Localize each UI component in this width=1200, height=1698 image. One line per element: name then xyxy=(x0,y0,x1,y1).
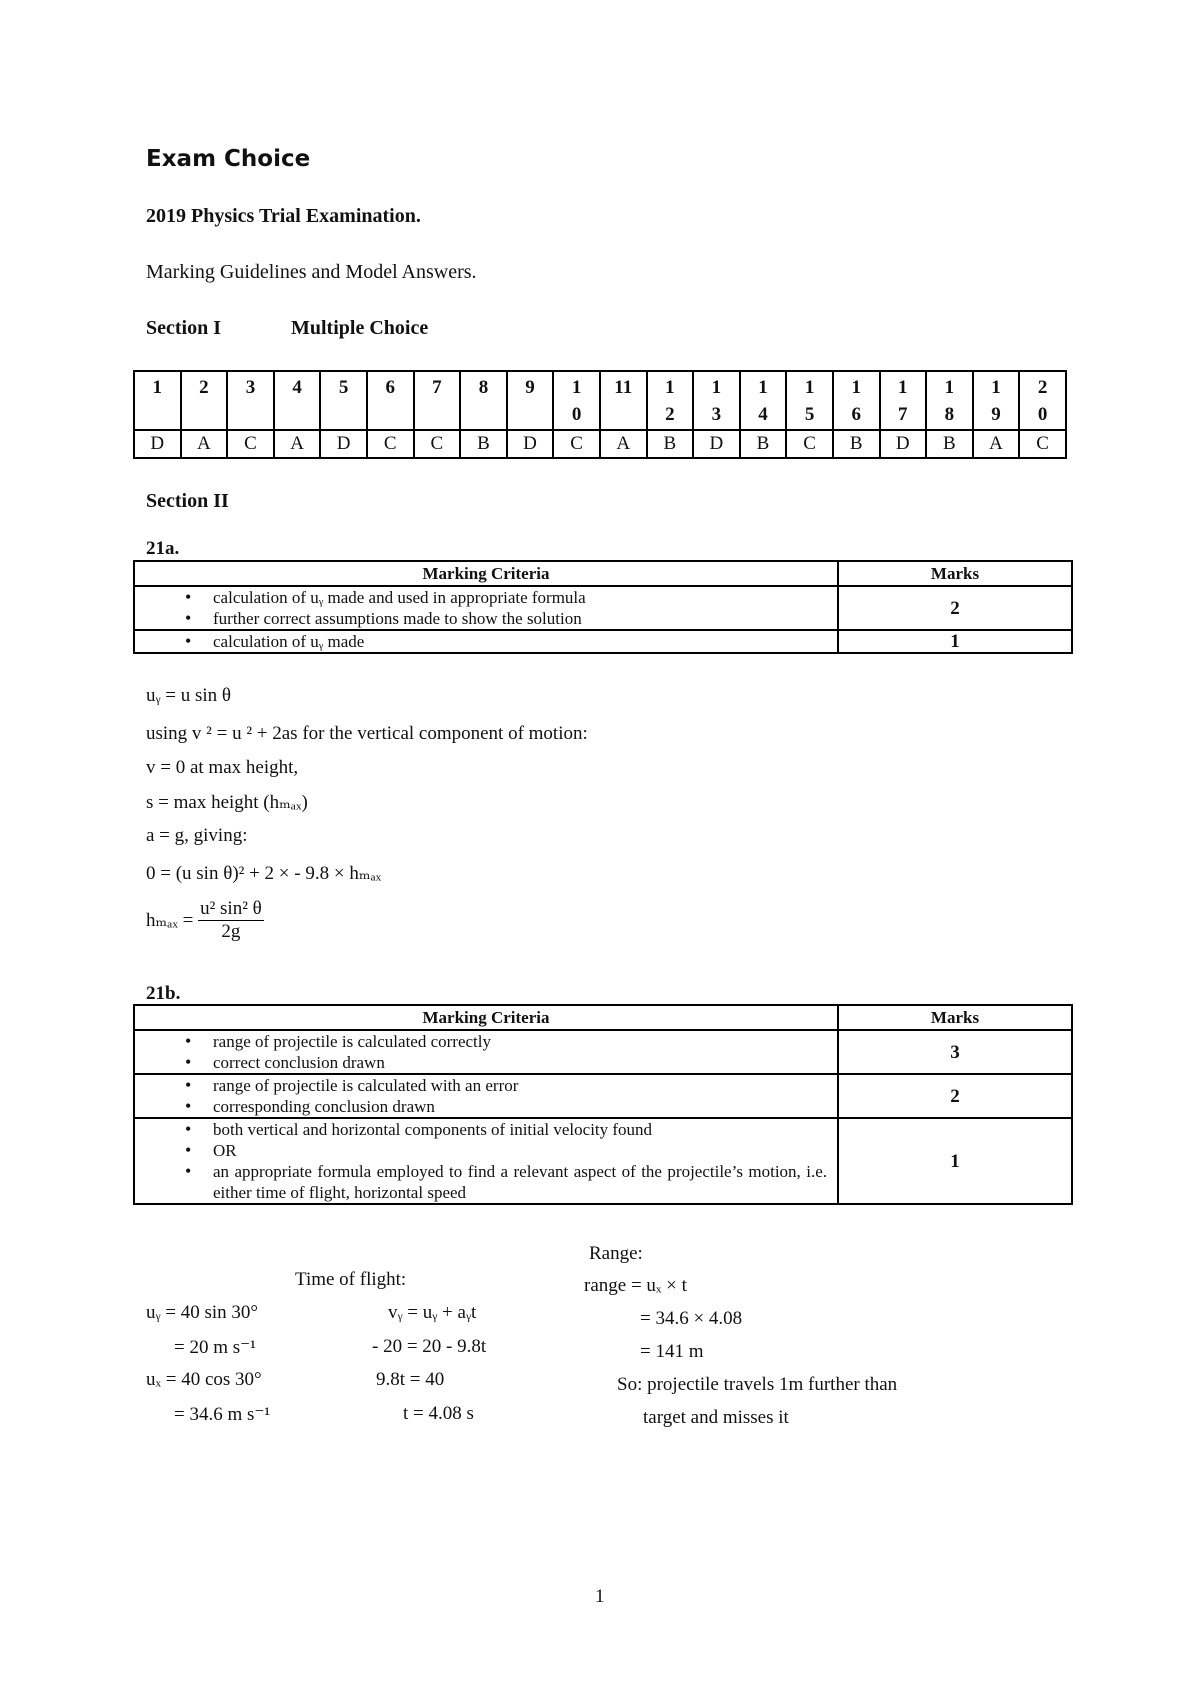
mc-number-digit: 4 xyxy=(292,377,302,398)
mc-answer: B xyxy=(460,430,507,458)
criteria-header: Marking Criteria xyxy=(134,561,838,586)
criteria-list xyxy=(135,1031,837,1073)
mc-answer: B xyxy=(833,430,880,458)
work-21a-line7 xyxy=(146,898,264,943)
mc-question-number xyxy=(1019,371,1066,430)
mc-question-number xyxy=(786,371,833,430)
mc-answer: A xyxy=(600,430,647,458)
mc-answer: C xyxy=(414,430,461,458)
mc-answer: A xyxy=(973,430,1020,458)
mc-number-digit: 9 xyxy=(991,404,1001,425)
mc-question-number xyxy=(647,371,694,430)
mc-number-digit: 1 xyxy=(991,377,1001,398)
criteria-cell xyxy=(134,1030,838,1074)
mc-number-digit: 1 xyxy=(758,377,768,398)
mc-question-number xyxy=(553,371,600,430)
mc-number-digit: 1 xyxy=(804,377,815,398)
criteria-list xyxy=(135,1119,837,1203)
criteria-item: • further correct assumptions made to show the solution xyxy=(213,608,837,629)
mc-answer: B xyxy=(926,430,973,458)
mc-number-digit: 1 xyxy=(944,377,955,398)
marks-header: Marks xyxy=(838,1005,1072,1030)
hmax-lhs: hₘₐₓ = xyxy=(146,910,194,931)
work-21b-c2-l4: t = 4.08 s xyxy=(403,1403,474,1424)
criteria-row xyxy=(134,1118,1072,1204)
mc-number-digit: 1 xyxy=(152,377,163,398)
page-number: 1 xyxy=(595,1586,605,1607)
mc-number-digit: 6 xyxy=(851,404,861,425)
work-21b-c1-l2: = 20 m s⁻¹ xyxy=(174,1337,256,1358)
criteria-cell xyxy=(134,586,838,630)
criteria-item: • correct conclusion drawn xyxy=(213,1052,837,1073)
mc-number-digit: 3 xyxy=(245,377,256,398)
section1-label: Section I xyxy=(146,317,221,339)
mc-question-number xyxy=(740,371,787,430)
criteria-list xyxy=(135,1075,837,1117)
criteria-item: • range of projectile is calculated with an error xyxy=(213,1075,837,1096)
mc-number-digit: 6 xyxy=(385,377,396,398)
criteria-cell xyxy=(134,630,838,653)
mc-number-digit: 11 xyxy=(614,377,633,398)
q21b-criteria-table xyxy=(133,1004,1073,1205)
work-21b-c1-l1: uᵧ = 40 sin 30° xyxy=(146,1302,259,1323)
exam-subtitle: Marking Guidelines and Model Answers. xyxy=(146,261,477,283)
mc-question-number xyxy=(693,371,740,430)
criteria-item: • calculation of uᵧ made xyxy=(213,631,837,652)
time-of-flight-title: Time of flight: xyxy=(295,1269,407,1290)
work-21b-c2-l2: - 20 = 20 - 9.8t xyxy=(372,1336,487,1357)
mc-answer: C xyxy=(367,430,414,458)
work-21a-line3: v = 0 at max height, xyxy=(146,757,299,778)
work-21a-line2: using v ² = u ² + 2as for the vertical component of motion: xyxy=(146,723,588,744)
mc-answer: D xyxy=(880,430,927,458)
mc-question-number xyxy=(367,371,414,430)
work-21b-c1-l4: = 34.6 m s⁻¹ xyxy=(174,1404,271,1425)
mc-question-number xyxy=(227,371,274,430)
mc-number-digit: 0 xyxy=(1037,404,1048,425)
mc-answer-table xyxy=(133,370,1067,459)
mc-number-digit: 5 xyxy=(338,377,349,398)
mc-number-digit: 7 xyxy=(432,377,442,398)
criteria-item: • calculation of uᵧ made and used in appropriate formula xyxy=(213,587,837,608)
brand-title: Exam Choice xyxy=(146,146,311,172)
mc-answer: D xyxy=(507,430,554,458)
mc-question-number xyxy=(274,371,321,430)
criteria-cell xyxy=(134,1118,838,1204)
mc-question-number xyxy=(507,371,554,430)
mc-answer: D xyxy=(134,430,181,458)
fraction-denominator: 2g xyxy=(221,921,241,942)
mc-question-number xyxy=(460,371,507,430)
criteria-row xyxy=(134,1074,1072,1118)
mc-question-number xyxy=(320,371,367,430)
mc-question-number xyxy=(414,371,461,430)
work-21b-c3-l1: range = uₓ × t xyxy=(584,1275,687,1296)
mc-answer: B xyxy=(647,430,694,458)
range-title: Range: xyxy=(589,1243,643,1264)
work-21b-c2-l1: vᵧ = uᵧ + aᵧt xyxy=(388,1302,477,1323)
work-21a-line6: 0 = (u sin θ)² + 2 × - 9.8 × hₘₐₓ xyxy=(146,863,382,884)
mc-answer-row xyxy=(134,430,1066,458)
marks-cell: 2 xyxy=(838,1074,1072,1118)
work-21b-c1-l3: uₓ = 40 cos 30° xyxy=(146,1369,262,1390)
mc-answer: C xyxy=(227,430,274,458)
mc-number-digit: 2 xyxy=(665,404,675,425)
mc-number-digit: 1 xyxy=(665,377,675,398)
section1-name: Multiple Choice xyxy=(291,317,429,339)
marks-cell: 3 xyxy=(838,1030,1072,1074)
criteria-item: • range of projectile is calculated correctly xyxy=(213,1031,837,1052)
exam-title: 2019 Physics Trial Examination. xyxy=(146,205,421,227)
work-21a-line5: a = g, giving: xyxy=(146,825,248,846)
criteria-cell xyxy=(134,1074,838,1118)
mc-question-number xyxy=(926,371,973,430)
mc-answer: C xyxy=(1019,430,1066,458)
mc-number-digit: 1 xyxy=(851,377,861,398)
mc-answer: D xyxy=(693,430,740,458)
mc-number-digit: 8 xyxy=(944,404,955,425)
mc-question-number xyxy=(833,371,880,430)
criteria-item: • corresponding conclusion drawn xyxy=(213,1096,837,1117)
mc-number-digit: 1 xyxy=(711,377,722,398)
mc-answer: C xyxy=(553,430,600,458)
criteria-list xyxy=(135,587,837,629)
criteria-list xyxy=(135,631,837,652)
mc-answer: D xyxy=(320,430,367,458)
mc-answer: B xyxy=(740,430,787,458)
mc-number-digit: 5 xyxy=(804,404,815,425)
work-21b-c3-l5: target and misses it xyxy=(643,1407,789,1428)
work-21b-c3-l3: = 141 m xyxy=(640,1341,704,1362)
criteria-row xyxy=(134,1030,1072,1074)
mc-number-digit: 3 xyxy=(711,404,722,425)
criteria-item: • an appropriate formula employed to find a relevant aspect of the projectile’s motion, i.e. either time of flight, horizontal speed xyxy=(213,1161,837,1203)
marks-header: Marks xyxy=(838,561,1072,586)
mc-number-digit: 1 xyxy=(571,377,582,398)
marks-cell: 1 xyxy=(838,630,1072,653)
mc-answer: C xyxy=(786,430,833,458)
fraction-numerator: u² sin² θ xyxy=(200,898,262,919)
mc-question-number xyxy=(600,371,647,430)
q21a-label: 21a. xyxy=(146,538,180,559)
work-21a-line4: s = max height (hₘₐₓ) xyxy=(146,792,308,813)
marks-cell: 1 xyxy=(838,1118,1072,1204)
mc-question-number xyxy=(134,371,181,430)
criteria-header: Marking Criteria xyxy=(134,1005,838,1030)
mc-question-number xyxy=(973,371,1020,430)
mc-number-digit: 8 xyxy=(478,377,489,398)
work-21a-line1: uᵧ = u sin θ xyxy=(146,685,232,706)
mc-answer: A xyxy=(274,430,321,458)
mc-number-digit: 1 xyxy=(898,377,908,398)
mc-question-number xyxy=(880,371,927,430)
mc-question-number xyxy=(181,371,228,430)
mc-number-digit: 0 xyxy=(571,404,582,425)
mc-number-row xyxy=(134,371,1066,430)
work-21b-c2-l3: 9.8t = 40 xyxy=(376,1369,445,1390)
criteria-item: • both vertical and horizontal components of initial velocity found xyxy=(213,1119,837,1140)
mc-number-digit: 2 xyxy=(199,377,209,398)
mc-answer: A xyxy=(181,430,228,458)
criteria-row xyxy=(134,630,1072,653)
mc-number-digit: 7 xyxy=(898,404,908,425)
mc-number-digit: 9 xyxy=(525,377,535,398)
q21a-criteria-table xyxy=(133,560,1073,654)
section2-label: Section II xyxy=(146,490,229,512)
work-21b-c3-l2: = 34.6 × 4.08 xyxy=(640,1308,743,1329)
work-21b-c3-l4: So: projectile travels 1m further than xyxy=(617,1374,898,1395)
criteria-item: • OR xyxy=(213,1140,837,1161)
criteria-row xyxy=(134,586,1072,630)
mc-number-digit: 4 xyxy=(758,404,768,425)
mc-number-digit: 2 xyxy=(1037,377,1048,398)
hmax-fraction xyxy=(198,898,264,943)
q21b-label: 21b. xyxy=(146,983,181,1004)
marks-cell: 2 xyxy=(838,586,1072,630)
